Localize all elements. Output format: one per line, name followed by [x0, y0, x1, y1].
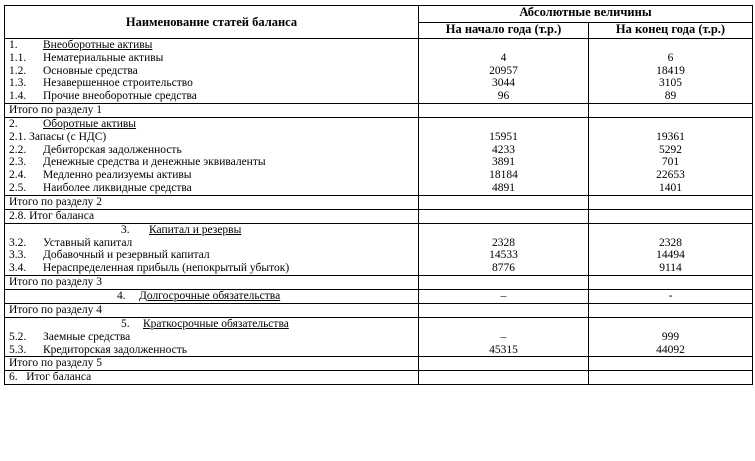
section4-start: – [419, 289, 589, 303]
list-item: 3.3. Добавочный и резервный капитал [9, 249, 210, 262]
header-row [5, 6, 753, 23]
list-item: 3.2. Уставный капитал [9, 236, 133, 249]
section1-title: 1. Внеоборотные активы [9, 39, 153, 51]
section2-names [5, 117, 419, 195]
col-end-header: На конец года (т.р.) [589, 22, 753, 39]
section4-title-row [5, 289, 753, 303]
section3-total: Итого по разделу 3 [5, 275, 419, 289]
section3-block [5, 223, 753, 275]
section3-total-row [5, 275, 753, 289]
section1-total: Итого по разделу 1 [5, 103, 419, 117]
section3-end-values: 2328 14494 9114 [589, 223, 753, 275]
col-start-header: На начало года (т.р.) [419, 22, 589, 39]
section2-title: 2. Оборотные активы [9, 117, 137, 130]
col-name-header: Наименование статей баланса [5, 6, 419, 39]
section5-block [5, 317, 753, 356]
list-item: 2.1. Запасы (с НДС) [9, 130, 107, 143]
section5-total: Итого по разделу 5 [5, 357, 419, 371]
section3-title: 3. Капитал и резервы [121, 223, 242, 236]
col-abs-header: Абсолютные величины [419, 6, 753, 23]
list-item: 1.3. Незавершенное строительство [9, 77, 193, 90]
section1-total-row [5, 103, 753, 117]
section5-names [5, 317, 419, 356]
section5-start-values: – 45315 [419, 317, 589, 356]
list-item: 5.3. Кредиторская задолженность [9, 343, 187, 356]
section2-total: Итого по разделу 2 [5, 195, 419, 209]
section5-title: 5. Краткосрочные обязательства [121, 317, 289, 330]
balance-table [4, 5, 753, 385]
list-item: 1.4. Прочие внеоборотные средства [9, 90, 197, 103]
section4-total-row [5, 303, 753, 317]
asset-balance-label: 2.8. Итог баланса [5, 209, 419, 223]
final-balance-row [5, 371, 753, 385]
list-item: 2.5. Наиболее ликвидные средства [9, 181, 192, 194]
list-item: 2.4. Медленно реализуемы активы [9, 169, 192, 182]
section2-block [5, 117, 753, 195]
list-item: 3.4. Нераспределенная прибыль (непокрытый убыток) [9, 262, 290, 275]
section1-block [5, 39, 753, 104]
section2-end-values: 19361 5292 701 22653 1401 [589, 117, 753, 195]
section4-end: - [589, 289, 753, 303]
list-item: 5.2. Заемные средства [9, 330, 131, 343]
section4-total: Итого по разделу 4 [5, 303, 419, 317]
section3-start-values: 2328 14533 8776 [419, 223, 589, 275]
final-balance-label: 6. Итог баланса [5, 371, 419, 385]
list-item: 2.3. Денежные средства и денежные эквиваленты [9, 156, 266, 169]
section1-end-values: 6 18419 3105 89 [589, 39, 753, 104]
section2-balance-row [5, 209, 753, 223]
section2-start-values: 15951 4233 3891 18184 4891 [419, 117, 589, 195]
section5-end-values: 999 44092 [589, 317, 753, 356]
list-item: 1.1. Нематериальные активы [9, 51, 164, 64]
section1-start-values: 4 20957 3044 96 [419, 39, 589, 104]
section5-total-row [5, 357, 753, 371]
list-item: 1.2. Основные средства [9, 64, 138, 77]
section1-names [5, 39, 419, 104]
list-item: 2.2. Дебиторская задолженность [9, 143, 182, 156]
section3-names [5, 223, 419, 275]
section4-title: 4. Долгосрочные обязательства [5, 289, 419, 303]
section2-total-row [5, 195, 753, 209]
